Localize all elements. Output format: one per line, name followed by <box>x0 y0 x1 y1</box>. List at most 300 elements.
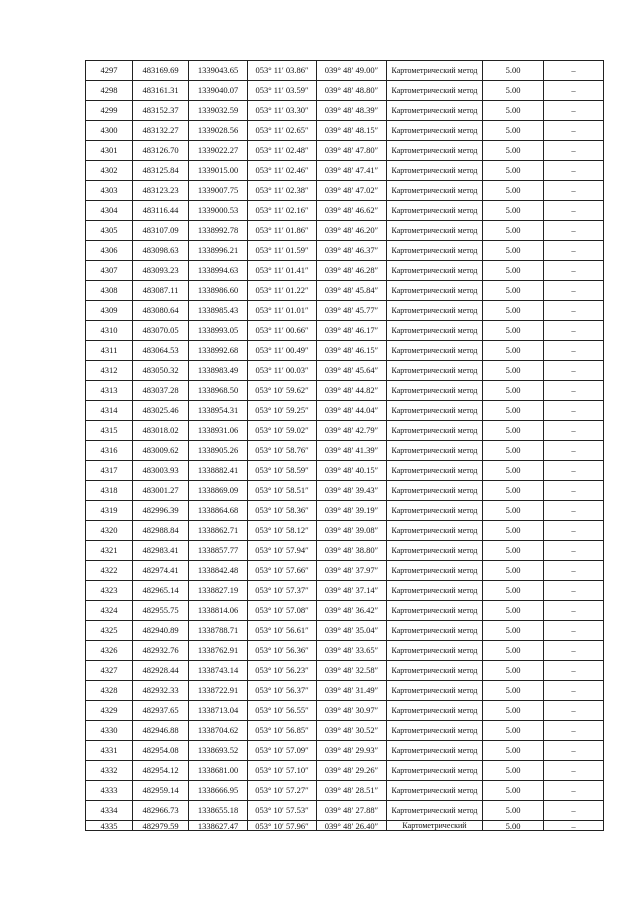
note-cell: – <box>544 461 604 481</box>
latitude-cell: 053° 10′ 56.85″ <box>248 721 317 741</box>
x-coordinate-cell: 483169.69 <box>133 61 189 81</box>
accuracy-cell: 5.00 <box>483 401 544 421</box>
note-cell: – <box>544 781 604 801</box>
note-cell: – <box>544 581 604 601</box>
method-cell: Картометрический метод <box>387 141 483 161</box>
note-cell: – <box>544 561 604 581</box>
point-number-cell: 4307 <box>86 261 133 281</box>
table-row <box>86 201 604 221</box>
longitude-cell: 039° 48′ 26.40″ <box>317 821 387 831</box>
table-row <box>86 501 604 521</box>
accuracy-cell: 5.00 <box>483 341 544 361</box>
method-cell: Картометрический метод <box>387 661 483 681</box>
point-number-cell: 4330 <box>86 721 133 741</box>
method-cell: Картометрический метод <box>387 681 483 701</box>
y-coordinate-cell: 1338985.43 <box>189 301 248 321</box>
method-cell: Картометрический <box>387 821 483 831</box>
longitude-cell: 039° 48′ 46.62″ <box>317 201 387 221</box>
latitude-cell: 053° 10′ 59.25″ <box>248 401 317 421</box>
x-coordinate-cell: 483009.62 <box>133 441 189 461</box>
accuracy-cell: 5.00 <box>483 281 544 301</box>
point-number-cell: 4305 <box>86 221 133 241</box>
table-row <box>86 761 604 781</box>
y-coordinate-cell: 1339000.53 <box>189 201 248 221</box>
longitude-cell: 039° 48′ 47.02″ <box>317 181 387 201</box>
point-number-cell: 4334 <box>86 801 133 821</box>
y-coordinate-cell: 1338666.95 <box>189 781 248 801</box>
accuracy-cell: 5.00 <box>483 461 544 481</box>
x-coordinate-cell: 483123.23 <box>133 181 189 201</box>
latitude-cell: 053° 11′ 00.49″ <box>248 341 317 361</box>
x-coordinate-cell: 482979.59 <box>133 821 189 831</box>
method-cell: Картометрический метод <box>387 561 483 581</box>
longitude-cell: 039° 48′ 44.04″ <box>317 401 387 421</box>
accuracy-cell: 5.00 <box>483 61 544 81</box>
accuracy-cell: 5.00 <box>483 81 544 101</box>
method-cell: Картометрический метод <box>387 341 483 361</box>
x-coordinate-cell: 482955.75 <box>133 601 189 621</box>
method-cell: Картометрический метод <box>387 701 483 721</box>
x-coordinate-cell: 482965.14 <box>133 581 189 601</box>
latitude-cell: 053° 11′ 01.41″ <box>248 261 317 281</box>
y-coordinate-cell: 1338996.21 <box>189 241 248 261</box>
y-coordinate-cell: 1338862.71 <box>189 521 248 541</box>
point-number-cell: 4298 <box>86 81 133 101</box>
latitude-cell: 053° 10′ 58.36″ <box>248 501 317 521</box>
table-row <box>86 821 604 831</box>
table-row <box>86 621 604 641</box>
method-cell: Картометрический метод <box>387 581 483 601</box>
longitude-cell: 039° 48′ 32.58″ <box>317 661 387 681</box>
longitude-cell: 039° 48′ 29.93″ <box>317 741 387 761</box>
method-cell: Картометрический метод <box>387 181 483 201</box>
longitude-cell: 039° 48′ 41.39″ <box>317 441 387 461</box>
point-number-cell: 4299 <box>86 101 133 121</box>
method-cell: Картометрический метод <box>387 201 483 221</box>
accuracy-cell: 5.00 <box>483 101 544 121</box>
x-coordinate-cell: 482937.65 <box>133 701 189 721</box>
x-coordinate-cell: 483025.46 <box>133 401 189 421</box>
y-coordinate-cell: 1339015.00 <box>189 161 248 181</box>
method-cell: Картометрический метод <box>387 621 483 641</box>
point-number-cell: 4300 <box>86 121 133 141</box>
point-number-cell: 4326 <box>86 641 133 661</box>
note-cell: – <box>544 741 604 761</box>
x-coordinate-cell: 482974.41 <box>133 561 189 581</box>
note-cell: – <box>544 481 604 501</box>
method-cell: Картометрический метод <box>387 61 483 81</box>
longitude-cell: 039° 48′ 48.15″ <box>317 121 387 141</box>
method-cell: Картометрический метод <box>387 761 483 781</box>
method-cell: Картометрический метод <box>387 321 483 341</box>
method-cell: Картометрический метод <box>387 461 483 481</box>
longitude-cell: 039° 48′ 48.39″ <box>317 101 387 121</box>
note-cell: – <box>544 241 604 261</box>
longitude-cell: 039° 48′ 37.14″ <box>317 581 387 601</box>
x-coordinate-cell: 483132.27 <box>133 121 189 141</box>
latitude-cell: 053° 11′ 03.59″ <box>248 81 317 101</box>
note-cell: – <box>544 721 604 741</box>
method-cell: Картометрический метод <box>387 781 483 801</box>
point-number-cell: 4314 <box>86 401 133 421</box>
point-number-cell: 4319 <box>86 501 133 521</box>
note-cell: – <box>544 681 604 701</box>
accuracy-cell: 5.00 <box>483 721 544 741</box>
note-cell: – <box>544 801 604 821</box>
accuracy-cell: 5.00 <box>483 141 544 161</box>
y-coordinate-cell: 1338954.31 <box>189 401 248 421</box>
latitude-cell: 053° 10′ 57.10″ <box>248 761 317 781</box>
point-number-cell: 4329 <box>86 701 133 721</box>
longitude-cell: 039° 48′ 37.97″ <box>317 561 387 581</box>
x-coordinate-cell: 482996.39 <box>133 501 189 521</box>
point-number-cell: 4313 <box>86 381 133 401</box>
longitude-cell: 039° 48′ 28.51″ <box>317 781 387 801</box>
y-coordinate-cell: 1338986.60 <box>189 281 248 301</box>
y-coordinate-cell: 1338704.62 <box>189 721 248 741</box>
method-cell: Картометрический метод <box>387 81 483 101</box>
longitude-cell: 039° 48′ 47.41″ <box>317 161 387 181</box>
method-cell: Картометрический метод <box>387 301 483 321</box>
y-coordinate-cell: 1338882.41 <box>189 461 248 481</box>
table-row <box>86 121 604 141</box>
longitude-cell: 039° 48′ 35.04″ <box>317 621 387 641</box>
latitude-cell: 053° 10′ 56.61″ <box>248 621 317 641</box>
x-coordinate-cell: 483087.11 <box>133 281 189 301</box>
accuracy-cell: 5.00 <box>483 221 544 241</box>
x-coordinate-cell: 482988.84 <box>133 521 189 541</box>
point-number-cell: 4310 <box>86 321 133 341</box>
note-cell: – <box>544 81 604 101</box>
y-coordinate-cell: 1338713.04 <box>189 701 248 721</box>
latitude-cell: 053° 10′ 59.62″ <box>248 381 317 401</box>
longitude-cell: 039° 48′ 48.80″ <box>317 81 387 101</box>
note-cell: – <box>544 541 604 561</box>
latitude-cell: 053° 11′ 02.48″ <box>248 141 317 161</box>
latitude-cell: 053° 10′ 57.66″ <box>248 561 317 581</box>
accuracy-cell: 5.00 <box>483 381 544 401</box>
point-number-cell: 4335 <box>86 821 133 831</box>
x-coordinate-cell: 483018.02 <box>133 421 189 441</box>
longitude-cell: 039° 48′ 44.82″ <box>317 381 387 401</box>
note-cell: – <box>544 141 604 161</box>
method-cell: Картометрический метод <box>387 741 483 761</box>
latitude-cell: 053° 11′ 01.86″ <box>248 221 317 241</box>
longitude-cell: 039° 48′ 46.15″ <box>317 341 387 361</box>
point-number-cell: 4325 <box>86 621 133 641</box>
x-coordinate-cell: 483125.84 <box>133 161 189 181</box>
point-number-cell: 4297 <box>86 61 133 81</box>
latitude-cell: 053° 10′ 58.12″ <box>248 521 317 541</box>
latitude-cell: 053° 10′ 57.09″ <box>248 741 317 761</box>
accuracy-cell: 5.00 <box>483 441 544 461</box>
method-cell: Картометрический метод <box>387 721 483 741</box>
x-coordinate-cell: 482966.73 <box>133 801 189 821</box>
longitude-cell: 039° 48′ 46.20″ <box>317 221 387 241</box>
latitude-cell: 053° 10′ 58.51″ <box>248 481 317 501</box>
point-number-cell: 4311 <box>86 341 133 361</box>
note-cell: – <box>544 281 604 301</box>
method-cell: Картометрический метод <box>387 221 483 241</box>
accuracy-cell: 5.00 <box>483 761 544 781</box>
longitude-cell: 039° 48′ 30.97″ <box>317 701 387 721</box>
longitude-cell: 039° 48′ 46.17″ <box>317 321 387 341</box>
y-coordinate-cell: 1339043.65 <box>189 61 248 81</box>
latitude-cell: 053° 10′ 57.08″ <box>248 601 317 621</box>
point-number-cell: 4317 <box>86 461 133 481</box>
x-coordinate-cell: 482946.88 <box>133 721 189 741</box>
note-cell: – <box>544 321 604 341</box>
longitude-cell: 039° 48′ 31.49″ <box>317 681 387 701</box>
table-row <box>86 461 604 481</box>
latitude-cell: 053° 10′ 56.55″ <box>248 701 317 721</box>
longitude-cell: 039° 48′ 46.37″ <box>317 241 387 261</box>
y-coordinate-cell: 1338857.77 <box>189 541 248 561</box>
longitude-cell: 039° 48′ 33.65″ <box>317 641 387 661</box>
point-number-cell: 4308 <box>86 281 133 301</box>
latitude-cell: 053° 11′ 01.01″ <box>248 301 317 321</box>
table-row <box>86 401 604 421</box>
point-number-cell: 4327 <box>86 661 133 681</box>
table-row <box>86 321 604 341</box>
y-coordinate-cell: 1338655.18 <box>189 801 248 821</box>
x-coordinate-cell: 482954.08 <box>133 741 189 761</box>
note-cell: – <box>544 381 604 401</box>
x-coordinate-cell: 483126.70 <box>133 141 189 161</box>
note-cell: – <box>544 401 604 421</box>
method-cell: Картометрический метод <box>387 161 483 181</box>
y-coordinate-cell: 1338681.00 <box>189 761 248 781</box>
table-row <box>86 581 604 601</box>
table-row <box>86 161 604 181</box>
note-cell: – <box>544 301 604 321</box>
note-cell: – <box>544 341 604 361</box>
note-cell: – <box>544 261 604 281</box>
note-cell: – <box>544 601 604 621</box>
y-coordinate-cell: 1338722.91 <box>189 681 248 701</box>
x-coordinate-cell: 483161.31 <box>133 81 189 101</box>
method-cell: Картометрический метод <box>387 421 483 441</box>
method-cell: Картометрический метод <box>387 801 483 821</box>
method-cell: Картометрический метод <box>387 481 483 501</box>
table-row <box>86 61 604 81</box>
table-row <box>86 241 604 261</box>
table-row <box>86 681 604 701</box>
accuracy-cell: 5.00 <box>483 501 544 521</box>
latitude-cell: 053° 11′ 02.46″ <box>248 161 317 181</box>
latitude-cell: 053° 11′ 03.30″ <box>248 101 317 121</box>
y-coordinate-cell: 1338993.05 <box>189 321 248 341</box>
table-row <box>86 741 604 761</box>
note-cell: – <box>544 161 604 181</box>
latitude-cell: 053° 11′ 00.66″ <box>248 321 317 341</box>
table-row <box>86 701 604 721</box>
latitude-cell: 053° 11′ 00.03″ <box>248 361 317 381</box>
y-coordinate-cell: 1338693.52 <box>189 741 248 761</box>
accuracy-cell: 5.00 <box>483 421 544 441</box>
note-cell: – <box>544 521 604 541</box>
point-number-cell: 4324 <box>86 601 133 621</box>
latitude-cell: 053° 10′ 57.94″ <box>248 541 317 561</box>
longitude-cell: 039° 48′ 38.80″ <box>317 541 387 561</box>
table-row <box>86 101 604 121</box>
table-row <box>86 641 604 661</box>
longitude-cell: 039° 48′ 39.19″ <box>317 501 387 521</box>
note-cell: – <box>544 701 604 721</box>
table-row <box>86 81 604 101</box>
x-coordinate-cell: 482940.89 <box>133 621 189 641</box>
accuracy-cell: 5.00 <box>483 481 544 501</box>
table-row <box>86 481 604 501</box>
method-cell: Картометрический метод <box>387 241 483 261</box>
accuracy-cell: 5.00 <box>483 821 544 831</box>
note-cell: – <box>544 121 604 141</box>
method-cell: Картометрический метод <box>387 441 483 461</box>
note-cell: – <box>544 61 604 81</box>
note-cell: – <box>544 421 604 441</box>
latitude-cell: 053° 10′ 57.96″ <box>248 821 317 831</box>
method-cell: Картометрический метод <box>387 261 483 281</box>
method-cell: Картометрический метод <box>387 281 483 301</box>
accuracy-cell: 5.00 <box>483 641 544 661</box>
latitude-cell: 053° 11′ 01.22″ <box>248 281 317 301</box>
y-coordinate-cell: 1338905.26 <box>189 441 248 461</box>
accuracy-cell: 5.00 <box>483 681 544 701</box>
table-row <box>86 361 604 381</box>
table-row <box>86 801 604 821</box>
x-coordinate-cell: 483080.64 <box>133 301 189 321</box>
table-row <box>86 521 604 541</box>
note-cell: – <box>544 361 604 381</box>
y-coordinate-cell: 1338842.48 <box>189 561 248 581</box>
y-coordinate-cell: 1338869.09 <box>189 481 248 501</box>
point-number-cell: 4323 <box>86 581 133 601</box>
table-row <box>86 301 604 321</box>
x-coordinate-cell: 482932.33 <box>133 681 189 701</box>
x-coordinate-cell: 483116.44 <box>133 201 189 221</box>
longitude-cell: 039° 48′ 40.15″ <box>317 461 387 481</box>
accuracy-cell: 5.00 <box>483 601 544 621</box>
latitude-cell: 053° 10′ 56.37″ <box>248 681 317 701</box>
latitude-cell: 053° 10′ 58.76″ <box>248 441 317 461</box>
table-row <box>86 141 604 161</box>
point-number-cell: 4316 <box>86 441 133 461</box>
latitude-cell: 053° 10′ 57.37″ <box>248 581 317 601</box>
longitude-cell: 039° 48′ 47.80″ <box>317 141 387 161</box>
accuracy-cell: 5.00 <box>483 621 544 641</box>
accuracy-cell: 5.00 <box>483 241 544 261</box>
longitude-cell: 039° 48′ 45.64″ <box>317 361 387 381</box>
longitude-cell: 039° 48′ 49.00″ <box>317 61 387 81</box>
x-coordinate-cell: 483001.27 <box>133 481 189 501</box>
method-cell: Картометрический метод <box>387 401 483 421</box>
point-number-cell: 4306 <box>86 241 133 261</box>
point-number-cell: 4304 <box>86 201 133 221</box>
point-number-cell: 4301 <box>86 141 133 161</box>
accuracy-cell: 5.00 <box>483 561 544 581</box>
note-cell: – <box>544 181 604 201</box>
method-cell: Картометрический метод <box>387 501 483 521</box>
y-coordinate-cell: 1339007.75 <box>189 181 248 201</box>
x-coordinate-cell: 482954.12 <box>133 761 189 781</box>
accuracy-cell: 5.00 <box>483 541 544 561</box>
method-cell: Картометрический метод <box>387 101 483 121</box>
y-coordinate-cell: 1338983.49 <box>189 361 248 381</box>
point-number-cell: 4318 <box>86 481 133 501</box>
table-row <box>86 721 604 741</box>
note-cell: – <box>544 621 604 641</box>
table-row <box>86 221 604 241</box>
y-coordinate-cell: 1338827.19 <box>189 581 248 601</box>
longitude-cell: 039° 48′ 45.77″ <box>317 301 387 321</box>
method-cell: Картометрический метод <box>387 121 483 141</box>
longitude-cell: 039° 48′ 46.28″ <box>317 261 387 281</box>
longitude-cell: 039° 48′ 45.84″ <box>317 281 387 301</box>
note-cell: – <box>544 221 604 241</box>
accuracy-cell: 5.00 <box>483 701 544 721</box>
latitude-cell: 053° 11′ 03.86″ <box>248 61 317 81</box>
y-coordinate-cell: 1338814.06 <box>189 601 248 621</box>
y-coordinate-cell: 1338743.14 <box>189 661 248 681</box>
x-coordinate-cell: 482928.44 <box>133 661 189 681</box>
x-coordinate-cell: 483107.09 <box>133 221 189 241</box>
accuracy-cell: 5.00 <box>483 321 544 341</box>
accuracy-cell: 5.00 <box>483 581 544 601</box>
x-coordinate-cell: 483050.32 <box>133 361 189 381</box>
table-row <box>86 381 604 401</box>
accuracy-cell: 5.00 <box>483 361 544 381</box>
longitude-cell: 039° 48′ 39.43″ <box>317 481 387 501</box>
table-body <box>86 61 604 831</box>
point-number-cell: 4331 <box>86 741 133 761</box>
point-number-cell: 4315 <box>86 421 133 441</box>
accuracy-cell: 5.00 <box>483 661 544 681</box>
y-coordinate-cell: 1339022.27 <box>189 141 248 161</box>
note-cell: – <box>544 101 604 121</box>
latitude-cell: 053° 10′ 56.36″ <box>248 641 317 661</box>
y-coordinate-cell: 1338627.47 <box>189 821 248 831</box>
point-number-cell: 4309 <box>86 301 133 321</box>
note-cell: – <box>544 761 604 781</box>
y-coordinate-cell: 1339032.59 <box>189 101 248 121</box>
note-cell: – <box>544 501 604 521</box>
accuracy-cell: 5.00 <box>483 521 544 541</box>
x-coordinate-cell: 483093.23 <box>133 261 189 281</box>
latitude-cell: 053° 11′ 01.59″ <box>248 241 317 261</box>
point-number-cell: 4332 <box>86 761 133 781</box>
note-cell: – <box>544 441 604 461</box>
y-coordinate-cell: 1338992.78 <box>189 221 248 241</box>
table-row <box>86 601 604 621</box>
coordinates-table <box>85 60 604 831</box>
longitude-cell: 039° 48′ 39.08″ <box>317 521 387 541</box>
table-row <box>86 541 604 561</box>
longitude-cell: 039° 48′ 29.26″ <box>317 761 387 781</box>
y-coordinate-cell: 1338788.71 <box>189 621 248 641</box>
latitude-cell: 053° 10′ 56.23″ <box>248 661 317 681</box>
x-coordinate-cell: 483152.37 <box>133 101 189 121</box>
y-coordinate-cell: 1339028.56 <box>189 121 248 141</box>
point-number-cell: 4312 <box>86 361 133 381</box>
table-row <box>86 781 604 801</box>
table-row <box>86 441 604 461</box>
accuracy-cell: 5.00 <box>483 121 544 141</box>
x-coordinate-cell: 483003.93 <box>133 461 189 481</box>
method-cell: Картометрический метод <box>387 601 483 621</box>
note-cell: – <box>544 201 604 221</box>
latitude-cell: 053° 10′ 58.59″ <box>248 461 317 481</box>
accuracy-cell: 5.00 <box>483 261 544 281</box>
